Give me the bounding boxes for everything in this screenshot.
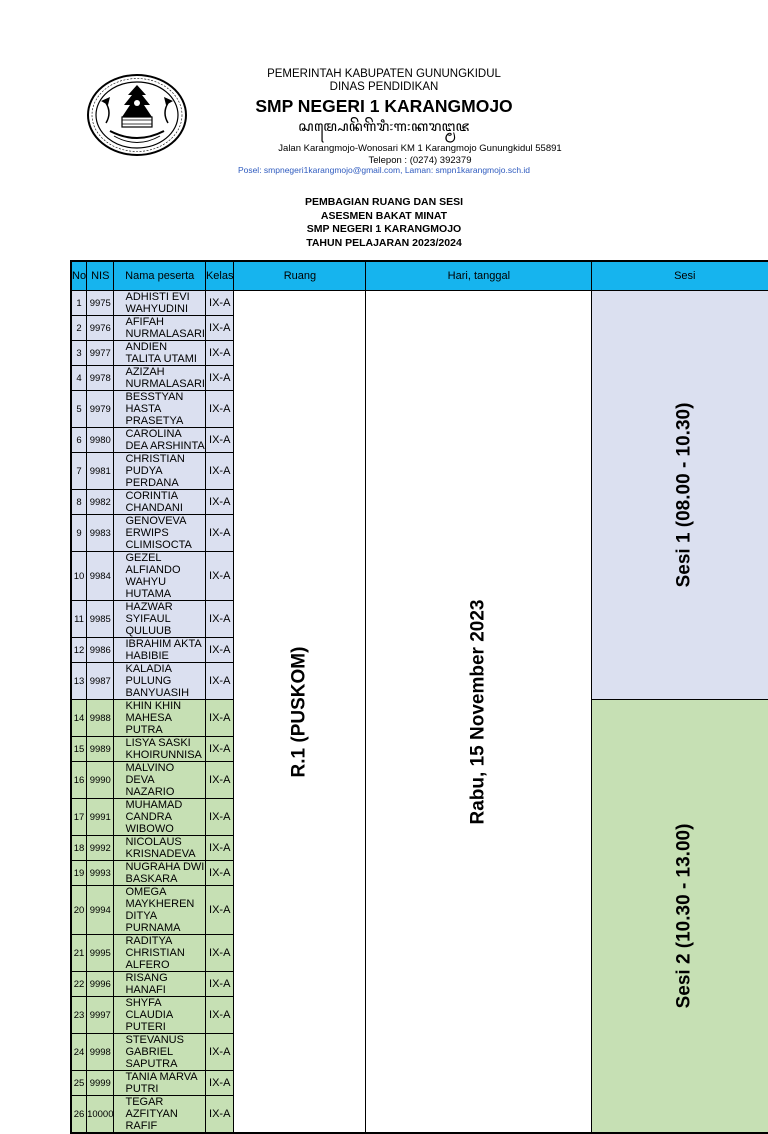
row-nis: 9976 (87, 316, 114, 341)
row-nis: 9986 (87, 638, 114, 663)
row-nis: 9995 (87, 935, 114, 972)
row-kelas: IX-A (205, 886, 234, 935)
row-kelas: IX-A (205, 799, 234, 836)
row-name: GENOVEVA ERWIPS CLIMISOCTA (114, 515, 205, 552)
row-nis: 9997 (87, 997, 114, 1034)
row-name: IBRAHIM AKTA HABIBIE (114, 638, 205, 663)
row-name: HAZWAR SYIFAUL QULUUB (114, 601, 205, 638)
row-no: 17 (71, 799, 87, 836)
hari-value: Rabu, 15 November 2023 (467, 599, 489, 824)
table-row (71, 291, 768, 316)
row-kelas: IX-A (205, 291, 234, 316)
hari-cell (366, 291, 592, 1134)
header-name: Nama peserta (114, 261, 205, 291)
row-no: 8 (71, 490, 87, 515)
row-no: 11 (71, 601, 87, 638)
row-no: 3 (71, 341, 87, 366)
row-kelas: IX-A (205, 935, 234, 972)
row-kelas: IX-A (205, 997, 234, 1034)
row-no: 24 (71, 1034, 87, 1071)
row-kelas: IX-A (205, 1034, 234, 1071)
row-nis: 9975 (87, 291, 114, 316)
row-nis: 9977 (87, 341, 114, 366)
row-kelas: IX-A (205, 1071, 234, 1096)
row-no: 26 (71, 1096, 87, 1134)
row-no: 2 (71, 316, 87, 341)
header-hari: Hari, tanggal (366, 261, 592, 291)
row-no: 16 (71, 762, 87, 799)
room-session-table (70, 260, 768, 1134)
row-kelas: IX-A (205, 515, 234, 552)
row-name: STEVANUS GABRIEL SAPUTRA (114, 1034, 205, 1071)
row-no: 18 (71, 836, 87, 861)
row-name: CORINTIA CHANDANI (114, 490, 205, 515)
header-ruang: Ruang (234, 261, 366, 291)
header-kelas: Kelas (205, 261, 234, 291)
ruang-value: R.1 (PUSKOM) (288, 646, 310, 777)
row-nis: 9990 (87, 762, 114, 799)
row-no: 12 (71, 638, 87, 663)
row-name: AFIFAH NURMALASARI (114, 316, 205, 341)
row-nis: 10000 (87, 1096, 114, 1134)
row-name: SHYFA CLAUDIA PUTERI (114, 997, 205, 1034)
row-no: 4 (71, 366, 87, 391)
row-nis: 9991 (87, 799, 114, 836)
header-sesi: Sesi (592, 261, 768, 291)
government-name: PEMERINTAH KABUPATEN GUNUNGKIDUL (267, 68, 501, 80)
row-nis: 9981 (87, 453, 114, 490)
row-nis: 9984 (87, 552, 114, 601)
row-no: 25 (71, 1071, 87, 1096)
school-phone: Telepon : (0274) 392379 (368, 154, 472, 166)
row-nis: 9996 (87, 972, 114, 997)
row-nis: 9980 (87, 428, 114, 453)
row-nis: 9989 (87, 737, 114, 762)
row-no: 7 (71, 453, 87, 490)
letterhead (0, 0, 768, 185)
row-no: 1 (71, 291, 87, 316)
title-line-1: PEMBAGIAN RUANG DAN SESI (304, 196, 464, 208)
row-name: AZIZAH NURMALASARI (114, 366, 205, 391)
department-name: DINAS PENDIDIKAN (329, 81, 439, 93)
row-kelas: IX-A (205, 972, 234, 997)
row-name: ADHISTI EVI WAHYUDINI (114, 291, 205, 316)
row-no: 13 (71, 663, 87, 700)
row-name: MALVINO DEVA NAZARIO (114, 762, 205, 799)
row-name: MUHAMAD CANDRA WIBOWO (114, 799, 205, 836)
row-nis: 9987 (87, 663, 114, 700)
row-name: KHIN KHIN MAHESA PUTRA (114, 700, 205, 737)
row-name: KALADIA PULUNG BANYUASIH (114, 663, 205, 700)
row-name: ANDIEN TALITA UTAMI (114, 341, 205, 366)
row-no: 9 (71, 515, 87, 552)
table-header-row (71, 261, 768, 291)
row-kelas: IX-A (205, 1096, 234, 1134)
school-address: Jalan Karangmojo-Wonosari KM 1 Karangmojo Gunungkidul 55891 (278, 143, 562, 154)
ruang-cell (234, 291, 366, 1134)
row-nis: 9979 (87, 391, 114, 428)
row-name: RADITYA CHRISTIAN ALFERO (114, 935, 205, 972)
school-contact[interactable]: Posel: smpnegeri1karangmojo@gmail.com, Laman: smpn1karangmojo.sch.id (237, 165, 531, 175)
row-name: GEZEL ALFIANDO WAHYU HUTAMA (114, 552, 205, 601)
row-no: 15 (71, 737, 87, 762)
row-kelas: IX-A (205, 391, 234, 428)
row-name: RISANG HANAFI (114, 972, 205, 997)
row-nis: 9988 (87, 700, 114, 737)
row-kelas: IX-A (205, 700, 234, 737)
row-name: NUGRAHA DWI BASKARA (114, 861, 205, 886)
row-kelas: IX-A (205, 428, 234, 453)
header-no: No (71, 261, 87, 291)
row-no: 23 (71, 997, 87, 1034)
row-no: 21 (71, 935, 87, 972)
row-nis: 9985 (87, 601, 114, 638)
table-body (71, 291, 768, 1134)
title-line-3: SMP NEGERI 1 KARANGMOJO (306, 223, 462, 235)
regency-emblem-icon (86, 73, 188, 157)
row-nis: 9983 (87, 515, 114, 552)
sesi-1-value: Sesi 1 (08.00 - 10.30) (673, 402, 695, 588)
row-name: CAROLINA DEA ARSHINTA (114, 428, 205, 453)
row-kelas: IX-A (205, 663, 234, 700)
row-no: 10 (71, 552, 87, 601)
row-kelas: IX-A (205, 366, 234, 391)
row-name: OMEGA MAYKHEREN DITYA PURNAMA (114, 886, 205, 935)
row-name: CHRISTIAN PUDYA PERDANA (114, 453, 205, 490)
row-kelas: IX-A (205, 453, 234, 490)
row-kelas: IX-A (205, 601, 234, 638)
row-no: 6 (71, 428, 87, 453)
row-nis: 9992 (87, 836, 114, 861)
row-no: 19 (71, 861, 87, 886)
school-name-javanese: ꦱꦩ꧀ꦥꦺꦤꦼꦒꦼꦫꦶ꧇꧑꧇ꦏꦫꦔ꧀ꦩꦗ (298, 119, 470, 135)
school-address-block (200, 143, 640, 166)
sesi-2-value: Sesi 2 (10.30 - 13.00) (673, 823, 695, 1009)
row-kelas: IX-A (205, 762, 234, 799)
row-name: TANIA MARVA PUTRI (114, 1071, 205, 1096)
row-kelas: IX-A (205, 638, 234, 663)
row-nis: 9999 (87, 1071, 114, 1096)
row-kelas: IX-A (205, 737, 234, 762)
sesi-1-cell (592, 291, 768, 700)
document-title (200, 196, 568, 250)
row-name: LISYA SASKI KHOIRUNNISA (114, 737, 205, 762)
row-name: TEGAR AZFITYAN RAFIF (114, 1096, 205, 1134)
row-kelas: IX-A (205, 836, 234, 861)
row-nis: 9993 (87, 861, 114, 886)
row-kelas: IX-A (205, 490, 234, 515)
row-nis: 9998 (87, 1034, 114, 1071)
row-no: 22 (71, 972, 87, 997)
row-kelas: IX-A (205, 316, 234, 341)
title-line-4: TAHUN PELAJARAN 2023/2024 (306, 236, 462, 249)
title-line-2: ASESMEN BAKAT MINAT (320, 209, 448, 222)
row-name: BESSTYAN HASTA PRASETYA (114, 391, 205, 428)
row-no: 20 (71, 886, 87, 935)
row-nis: 9994 (87, 886, 114, 935)
row-kelas: IX-A (205, 552, 234, 601)
row-name: NICOLAUS KRISNADEVA (114, 836, 205, 861)
sesi-2-cell (592, 700, 768, 1134)
row-nis: 9978 (87, 366, 114, 391)
row-kelas: IX-A (205, 861, 234, 886)
row-kelas: IX-A (205, 341, 234, 366)
row-no: 5 (71, 391, 87, 428)
row-no: 14 (71, 700, 87, 737)
school-name: SMP NEGERI 1 KARANGMOJO (255, 96, 513, 116)
header-nis: NIS (87, 261, 114, 291)
row-nis: 9982 (87, 490, 114, 515)
letterhead-text (200, 68, 568, 137)
